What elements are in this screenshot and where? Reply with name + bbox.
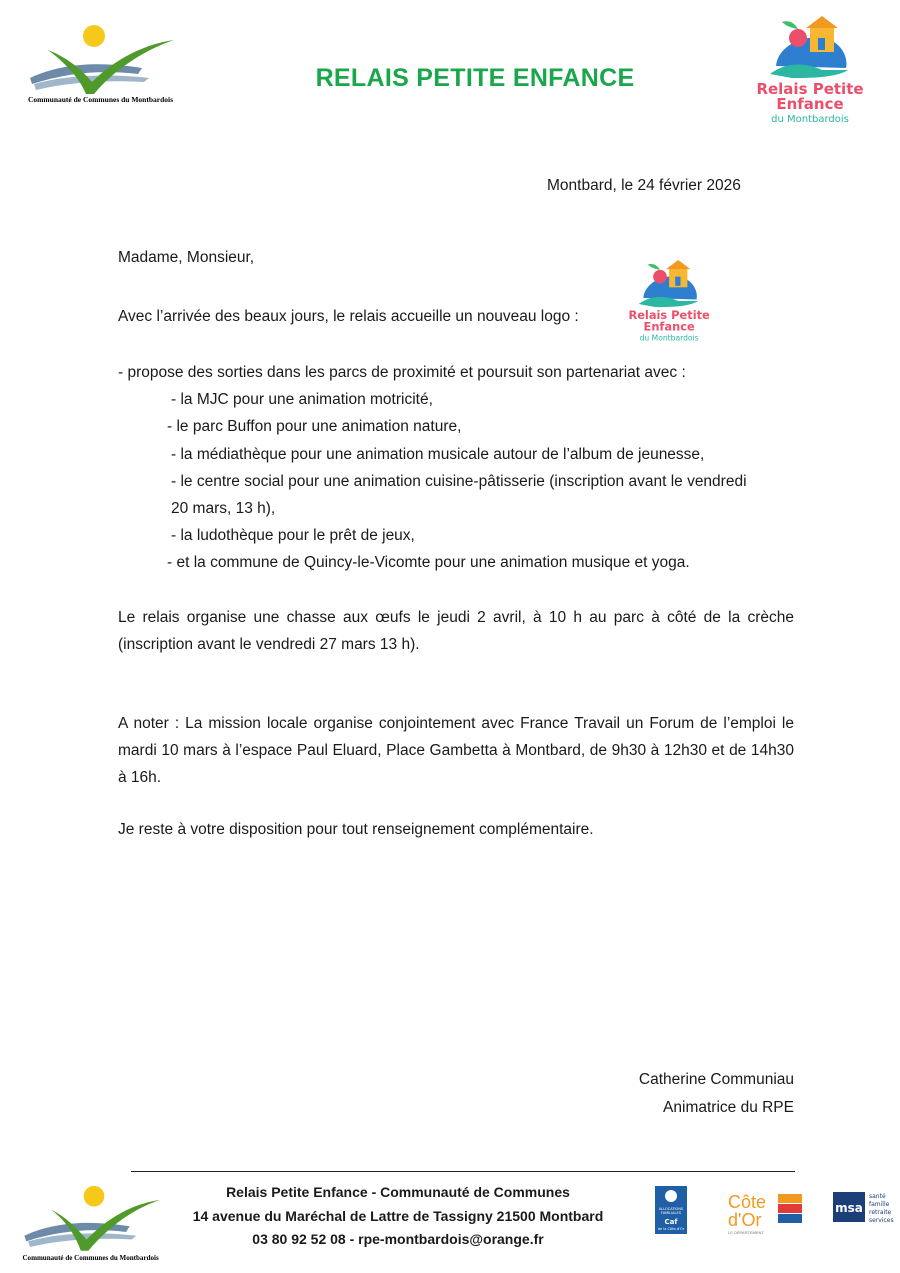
caf-logo	[655, 1186, 687, 1239]
rpe-new-logo	[622, 258, 717, 344]
caf-logo-line3: Caf	[664, 1218, 678, 1226]
caf-logo-line2: FAMILIALES	[661, 1211, 681, 1215]
list-item: - le parc Buffon pour une animation nature,	[167, 418, 462, 435]
cotedor-logo	[726, 1190, 806, 1241]
cotedor-logo-line3: LE DÉPARTEMENT	[728, 1230, 764, 1235]
letter-date: Montbard, le 24 février 2026	[547, 177, 741, 194]
signature-role: Animatrice du RPE	[663, 1099, 794, 1116]
list-item: - le centre social pour une animation cuisine-pâtisserie (inscription avant le vendredi	[171, 473, 747, 490]
rpe-logo	[748, 14, 873, 126]
footer-contact	[170, 1181, 626, 1252]
rpe-small-logo-line1: Relais Petite	[628, 308, 710, 323]
letter-greeting: Madame, Monsieur,	[118, 249, 255, 266]
msa-logo-line3: retraite	[869, 1209, 892, 1216]
closing-paragraph: Je reste à votre disposition pour tout renseignement complémentaire.	[118, 821, 594, 838]
cotedor-logo-line2: d'Or	[728, 1210, 762, 1230]
msa-logo	[833, 1190, 897, 1231]
list-item: - la MJC pour une animation motricité,	[171, 391, 433, 408]
msa-logo-line4: services	[869, 1217, 894, 1224]
rpe-small-logo-line2: Enfance	[643, 319, 695, 334]
footer-cc-logo-caption: Communauté de Communes du Montbardois	[22, 1254, 159, 1263]
cc-montbardois-logo	[24, 22, 184, 107]
msa-logo-mark: msa	[835, 1201, 863, 1215]
msa-logo-line1: santé	[869, 1193, 886, 1200]
list-item: - la ludothèque pour le prêt de jeux,	[171, 527, 415, 544]
propose-line: - propose des sorties dans les parcs de proximité et poursuit son partenariat avec :	[118, 364, 686, 381]
footer-line1: Relais Petite Enfance - Communauté de Communes	[226, 1184, 570, 1200]
caf-logo-line4: de la Côte-d'Or	[657, 1227, 685, 1231]
footer-line3: 03 80 92 52 08 - rpe-montbardois@orange.fr	[252, 1231, 544, 1247]
rpe-logo-line1: Relais Petite	[756, 80, 864, 98]
footer-cc-logo	[14, 1183, 174, 1263]
egg-hunt-paragraph: Le relais organise une chasse aux œufs le jeudi 2 avril, à 10 h au parc à côté de la crèche (inscription avant le vendredi 27 mars 13 h).	[118, 609, 794, 653]
footer-line2: 14 avenue du Maréchal de Lattre de Tassigny 21500 Montbard	[192, 1207, 604, 1224]
rpe-logo-line2: Enfance	[776, 95, 844, 113]
signature-name: Catherine Communiau	[638, 1071, 794, 1088]
list-item: 20 mars, 13 h),	[171, 500, 276, 517]
footer-divider	[131, 1171, 795, 1172]
cotedor-logo-line1: Côte	[728, 1192, 767, 1212]
rpe-logo-line3: du Montbardois	[771, 114, 849, 125]
list-item: - la médiathèque pour une animation musicale autour de l’album de jeunesse,	[171, 446, 705, 463]
note-paragraph: A noter : La mission locale organise conjointement avec France Travail un Forum de l’emploi le mardi 10 mars à l’espace Paul Eluard, Place Gambetta à Montbard, de 9h30 à 12h30 et de 14h30 à 16h.	[118, 715, 794, 786]
msa-logo-line2: famille	[869, 1201, 890, 1208]
list-item: - et la commune de Quincy-le-Vicomte pour une animation musique et yoga.	[167, 554, 690, 571]
page-title: RELAIS PETITE ENFANCE	[315, 64, 635, 92]
rpe-small-logo-line3: du Montbardois	[639, 333, 699, 343]
cc-logo-caption: Communauté de Communes du Montbardois	[28, 95, 174, 104]
caf-logo-line1: ALLOCATIONS	[658, 1207, 684, 1211]
intro-line: Avec l’arrivée des beaux jours, le relais accueille un nouveau logo :	[118, 308, 579, 325]
